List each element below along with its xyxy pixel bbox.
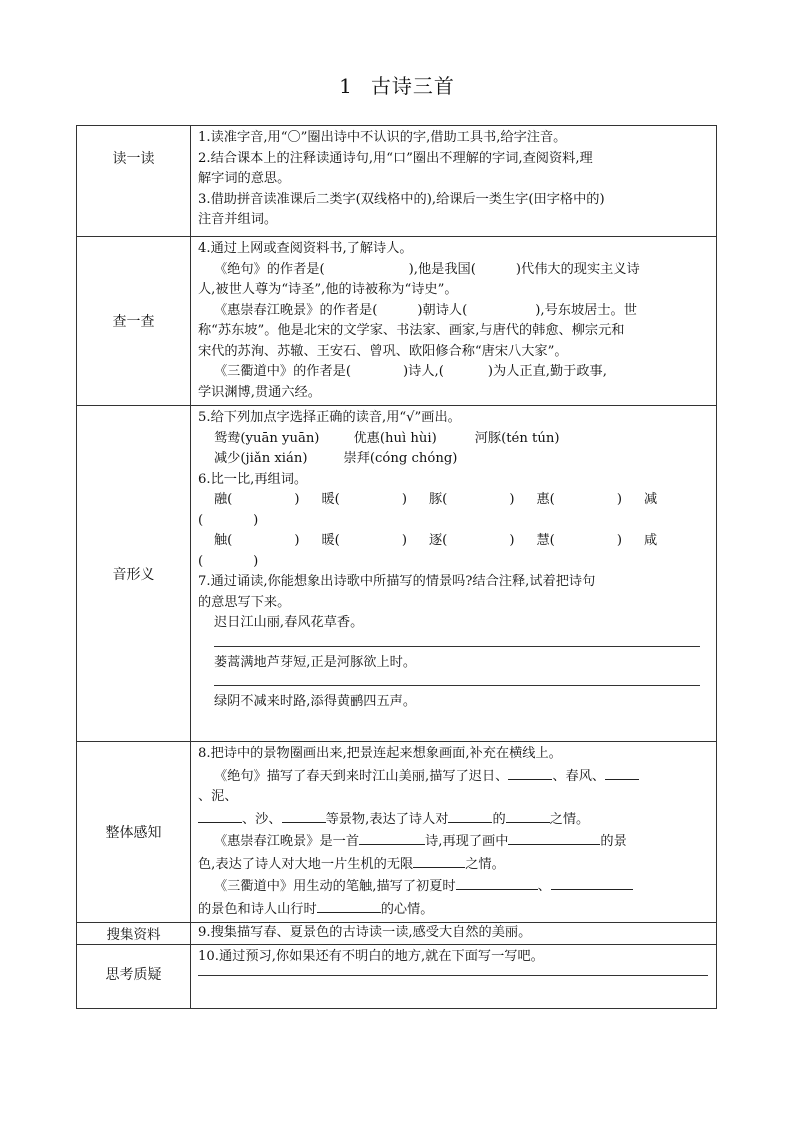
content-sound-form-meaning (191, 406, 717, 742)
huichong-scene-line: 《惠崇春江晚景》是一首 诗,再现了画中 的景 (198, 830, 708, 853)
label-collect: 搜集资料 (77, 923, 191, 945)
huichong-scene-line-2: 色,表达了诗人对大地一片生机的无限 之情。 (198, 853, 708, 876)
jueju-scene-line-2: 、泥、 (198, 789, 238, 804)
verse-1-answer-line[interactable] (214, 638, 700, 647)
blank[interactable] (605, 765, 639, 780)
pinyin-choice-row-1: 鸳鸯(yuān yuān) 优惠(huì hùi) 河豚(tén tún) (214, 430, 560, 446)
compare-row-1: 融( ) 暖( ) 豚( ) 惠( ) 减 (214, 492, 658, 507)
compare-row-2: 触( ) 暖( ) 逐( ) 慧( ) 咸 (214, 533, 658, 548)
row-lookup (77, 237, 717, 406)
sanqu-scene-line-2: 的景色和诗人山行时 的心情。 (198, 898, 708, 921)
task-2-line-cont: 解字词的意思。 (198, 171, 291, 186)
content-collect (191, 923, 717, 945)
label-lookup: 查一查 (77, 237, 191, 406)
row-questions (77, 944, 717, 1008)
content-questions (191, 944, 717, 1008)
jueju-author-line: 《绝句》的作者是( ),他是我国( )代伟大的现实主义诗 (214, 261, 640, 277)
blank[interactable] (359, 830, 425, 845)
row-overall-perception (77, 742, 717, 923)
task-7-line-cont: 的意思写下来。 (198, 594, 291, 610)
task-6-line: 6.比一比,再组词。 (198, 471, 308, 487)
blank[interactable] (448, 808, 492, 823)
blank[interactable] (551, 875, 633, 890)
task-10-line: 10.通过预习,你如果还有不明白的地方,就在下面写一写吧。 (198, 948, 544, 964)
page-title (0, 70, 794, 99)
content-read (191, 126, 717, 237)
blank[interactable] (508, 830, 600, 845)
questions-answer-line[interactable] (198, 971, 708, 976)
task-3-line: 3.借助拼音读准课后二类字(双线格中的),给课后一类生字(田字格中的) (198, 191, 605, 207)
huichong-author-line: 《惠崇春江晚景》的作者是( )朝诗人( ),号东坡居士。世 (214, 302, 637, 318)
task-4-line: 4.通过上网或查阅资料书,了解诗人。 (198, 241, 413, 256)
verse-2-answer-line[interactable] (214, 677, 700, 686)
task-9-line: 9.搜集描写春、夏景色的古诗读一读,感受大自然的美丽。 (198, 925, 532, 940)
row-collect (77, 923, 717, 945)
sanqu-scene-line: 《三衢道中》用生动的笔触,描写了初夏时 、 (198, 875, 708, 898)
label-read: 读一读 (77, 126, 191, 237)
jueju-scene-line: 《绝句》描写了春天到来时江山美丽,描写了迟日、 、春风、 (198, 765, 708, 788)
content-lookup (191, 237, 717, 406)
task-1-line: 1.读准字音,用“〇”圈出诗中不认识的字,借助工具书,给字注音。 (198, 130, 567, 145)
verse-1: 迟日江山丽,春风花草香。 (214, 615, 364, 630)
lesson-number: 1 (339, 74, 353, 98)
jueju-author-line-cont: 人,被世人尊为“诗圣”,他的诗被称为“诗史”。 (198, 282, 458, 297)
compare-row-1-cont: ( ) (198, 512, 259, 528)
huichong-author-line-3: 宋代的苏洵、苏辙、王安石、曾巩、欧阳修合称“唐宋八大家”。 (198, 343, 568, 359)
row-read (77, 126, 717, 237)
task-3-line-cont: 注音并组词。 (198, 212, 278, 227)
task-5-line: 5.给下列加点字选择正确的读音,用“√”画出。 (198, 410, 461, 425)
pinyin-choice-row-2: 减少(jiǎn xián) 崇拜(cóng chóng) (214, 451, 458, 466)
label-overall-perception: 整体感知 (77, 742, 191, 923)
blank[interactable] (508, 765, 552, 780)
content-overall-perception (191, 742, 717, 923)
task-2-line: 2.结合课本上的注释读通诗句,用“口”圈出不理解的字词,查阅资料,理 (198, 150, 593, 166)
task-8-line: 8.把诗中的景物圈画出来,把景连起来想象画面,补充在横线上。 (198, 746, 562, 761)
row-sound-form-meaning (77, 406, 717, 742)
blank[interactable] (198, 808, 242, 823)
sanqu-author-line: 《三衢道中》的作者是( )诗人,( )为人正直,勤于政事, (214, 364, 607, 379)
blank[interactable] (456, 875, 538, 890)
label-questions: 思考质疑 (77, 944, 191, 1008)
blank[interactable] (282, 808, 326, 823)
lesson-title: 古诗三首 (370, 74, 455, 98)
worksheet-table (76, 125, 717, 1009)
blank[interactable] (317, 898, 381, 913)
sanqu-author-line-cont: 学识渊博,贯通六经。 (198, 384, 321, 400)
task-7-line: 7.通过诵读,你能想象出诗歌中所描写的情景吗?结合注释,试着把诗句 (198, 574, 596, 589)
verse-2: 蒌蒿满地芦芽短,正是河豚欲上时。 (214, 654, 417, 670)
label-sound-form-meaning: 音形义 (77, 406, 191, 742)
blank[interactable] (506, 808, 550, 823)
huichong-author-line-2: 称“苏东坡”。他是北宋的文学家、书法家、画家,与唐代的韩愈、柳宗元和 (198, 323, 625, 338)
compare-row-2-cont: ( ) (198, 553, 259, 569)
verse-3: 绿阴不减来时路,添得黄鹂四五声。 (214, 694, 417, 709)
jueju-scene-line-3: 、沙、 等景物,表达了诗人对 的 之情。 (198, 808, 708, 831)
blank[interactable] (413, 853, 465, 868)
